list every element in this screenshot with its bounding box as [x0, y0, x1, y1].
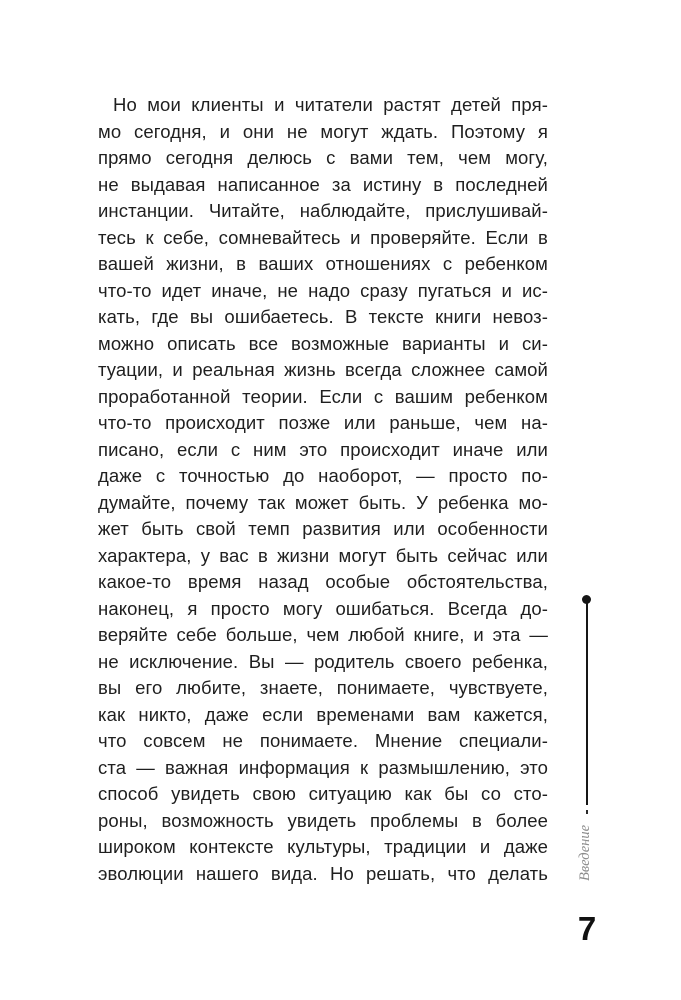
- text-line: мо сегодня, и они не могут ждать. Поэтому я: [98, 120, 548, 142]
- text-line: что совсем не понимаете. Мнение специали-: [98, 730, 548, 751]
- body-text: [98, 92, 548, 887]
- text-line: прямо сегодня делюсь с вами тем, чем могу,: [98, 147, 548, 168]
- text-line: туации, и реальная жизнь всегда сложнее самой: [98, 359, 548, 380]
- text-line: не выдавая написанное за истину в последней: [98, 173, 548, 195]
- text-line: широком контексте культуры, традиции и даже: [98, 836, 548, 857]
- text-line: проработанной теории. Если с вашим ребенком: [98, 385, 548, 407]
- text-line: веряйте себе больше, чем любой книге, и эта —: [98, 624, 548, 645]
- text-line: что-то происходит позже или раньше, чем на-: [98, 412, 548, 433]
- text-line: даже с точностью до наоборот, — просто по-: [98, 465, 548, 486]
- text-line: как никто, даже если временами вам кажется,: [98, 703, 548, 725]
- page-number: 7: [577, 910, 597, 947]
- text-line: вашей жизни, в ваших отношениях с ребенком: [98, 253, 548, 274]
- text-line: ста — важная информация к размышлению, это: [98, 756, 548, 778]
- text-line: эволюции нашего вида. Но решать, что делать: [98, 862, 548, 884]
- text-line: вы его любите, знаете, понимаете, чувствуете,: [98, 677, 548, 698]
- chapter-label: Введение: [577, 824, 593, 882]
- text-line: роны, возможность увидеть проблемы в более: [98, 809, 548, 831]
- text-line: наконец, я просто могу ошибаться. Всегда до-: [98, 597, 548, 619]
- text-line: можно описать все возможные варианты и си-: [98, 332, 548, 354]
- text-line: способ увидеть свою ситуацию как бы со сто-: [98, 783, 548, 804]
- text-line: тесь к себе, сомневайтесь и проверяйте. Если в: [98, 226, 548, 248]
- text-line: инстанции. Читайте, наблюдайте, прислушивай-: [98, 200, 548, 221]
- text-line: кать, где вы ошибаетесь. В тексте книги невоз-: [98, 306, 548, 327]
- text-line: характера, у вас в жизни могут быть сейчас или: [98, 544, 548, 566]
- text-line: что-то идет иначе, не надо сразу пугаться и ис-: [98, 279, 548, 301]
- chapter-marker-rule: [586, 601, 588, 805]
- text-line: не исключение. Вы — родитель своего ребенка,: [98, 650, 548, 672]
- text-line: думайте, почему так может быть. У ребенка мо-: [98, 491, 548, 513]
- text-line: какое-то время назад особые обстоятельства,: [98, 571, 548, 592]
- text-line: жет быть свой темп развития или особенности: [98, 518, 548, 539]
- text-line: Но мои клиенты и читатели растят детей пря-: [113, 94, 548, 115]
- text-line: писано, если с ним это происходит иначе или: [98, 438, 548, 460]
